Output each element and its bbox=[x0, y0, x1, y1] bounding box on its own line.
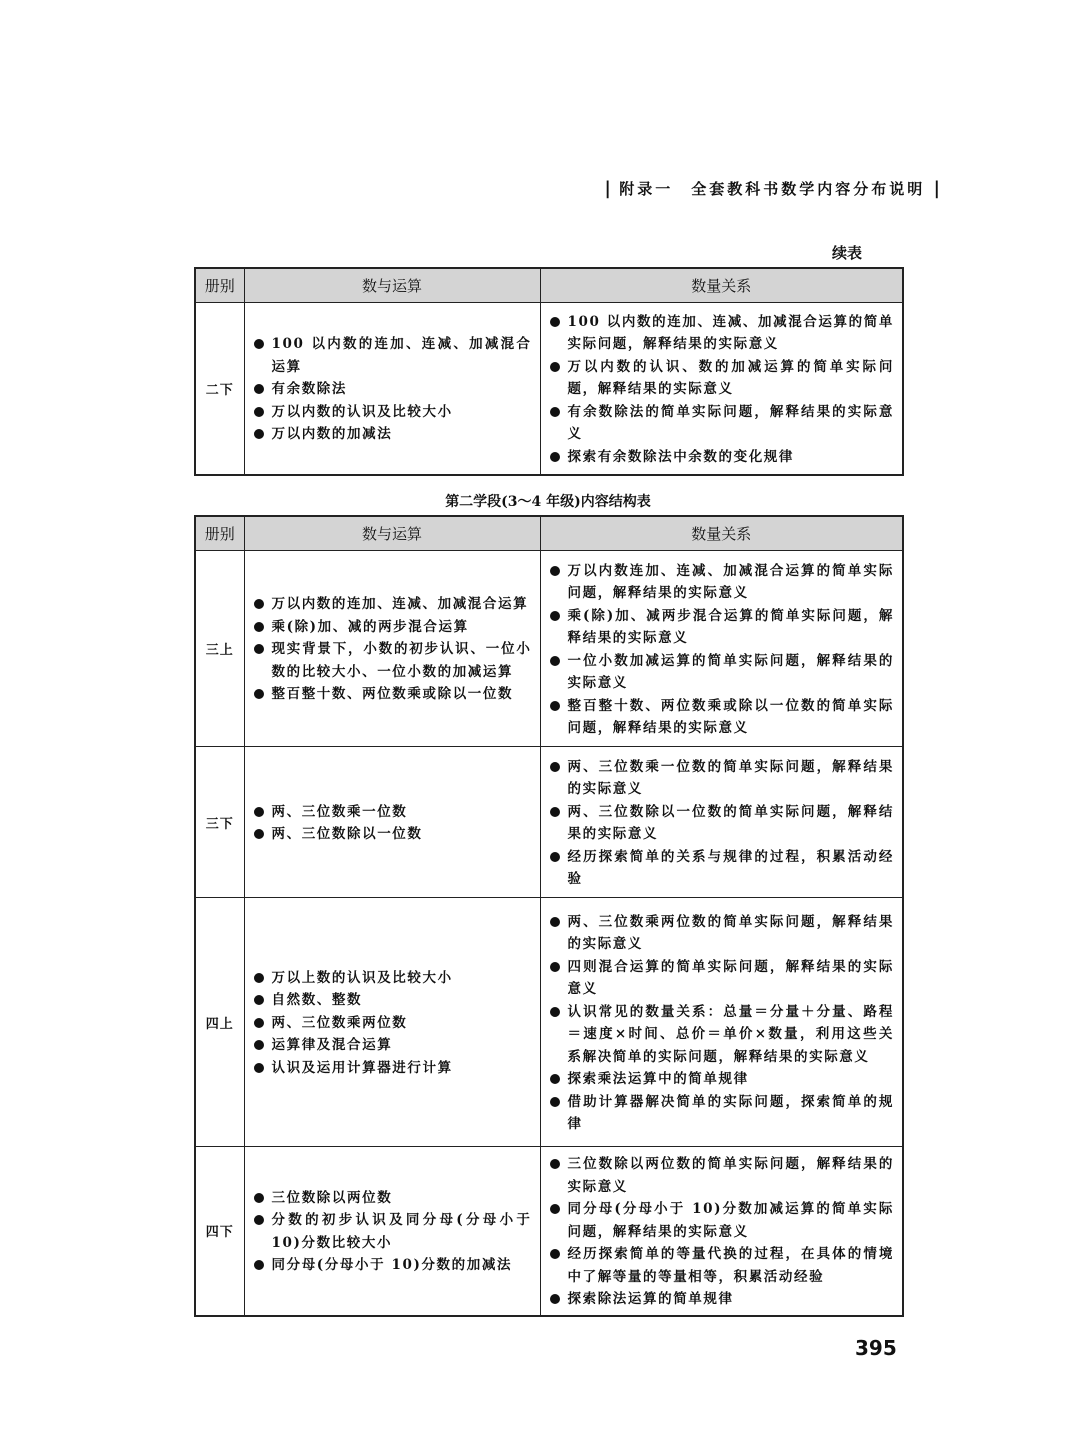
list-item: 万以内数的认识及比较大小 bbox=[253, 401, 532, 424]
list-item: 万以内数的连加、连减、加减混合运算 bbox=[253, 593, 532, 616]
table-row bbox=[195, 747, 903, 898]
page-number: 395 bbox=[855, 1336, 897, 1360]
list-item: 三位数除以两位数 bbox=[253, 1187, 532, 1210]
relations-cell bbox=[540, 303, 903, 475]
numbers-cell bbox=[244, 1147, 540, 1316]
continued-label: 续表 bbox=[832, 244, 863, 262]
list-item: 有余数除法的简单实际问题，解释结果的实际意义 bbox=[549, 401, 895, 446]
list-item: 两、三位数乘一位数 bbox=[253, 801, 532, 824]
list-item: 乘(除)加、减的两步混合运算 bbox=[253, 616, 532, 639]
list-item: 100 以内数的连加、连减、加减混合运算 bbox=[253, 333, 532, 378]
list-item: 探索有余数除法中余数的变化规律 bbox=[549, 446, 895, 469]
content-table-stage-two bbox=[194, 515, 904, 1317]
term-cell: 三上 bbox=[195, 551, 244, 747]
table-row bbox=[195, 303, 903, 475]
list-item: 万以内数的认识、数的加减运算的简单实际问题，解释结果的实际意义 bbox=[549, 356, 895, 401]
list-item: 探索乘法运算中的简单规律 bbox=[549, 1068, 895, 1091]
relations-cell bbox=[540, 898, 903, 1147]
table-row bbox=[195, 1147, 903, 1316]
header-bar-left: | bbox=[604, 178, 611, 199]
column-header-relations: 数量关系 bbox=[540, 268, 903, 303]
list-item: 100 以内数的连加、连减、加减混合运算的简单实际问题，解释结果的实际意义 bbox=[549, 311, 895, 356]
table-row bbox=[195, 898, 903, 1147]
list-item: 同分母(分母小于 10)分数的加减法 bbox=[253, 1254, 532, 1277]
list-item: 经历探索简单的关系与规律的过程，积累活动经验 bbox=[549, 846, 895, 891]
column-header-numbers: 数与运算 bbox=[244, 516, 540, 551]
list-item: 运算律及混合运算 bbox=[253, 1034, 532, 1057]
list-item: 借助计算器解决简单的实际问题，探索简单的规律 bbox=[549, 1091, 895, 1136]
list-item: 一位小数加减运算的简单实际问题，解释结果的实际意义 bbox=[549, 650, 895, 695]
list-item: 万以上数的认识及比较大小 bbox=[253, 967, 532, 990]
column-header-term: 册别 bbox=[195, 516, 244, 551]
list-item: 四则混合运算的简单实际问题，解释结果的实际意义 bbox=[549, 956, 895, 1001]
table-header-row bbox=[195, 268, 903, 303]
relations-cell bbox=[540, 1147, 903, 1316]
list-item: 万以内数的加减法 bbox=[253, 423, 532, 446]
list-item: 整百整十数、两位数乘或除以一位数 bbox=[253, 683, 532, 706]
column-header-numbers: 数与运算 bbox=[244, 268, 540, 303]
list-item: 两、三位数乘两位数的简单实际问题，解释结果的实际意义 bbox=[549, 911, 895, 956]
list-item: 认识常见的数量关系：总量＝分量＋分量、路程＝速度×时间、总价＝单价×数量，利用这些关系解决简单的实际问题，解释结果的实际意义 bbox=[549, 1001, 895, 1069]
content-table-continued bbox=[194, 267, 904, 476]
numbers-cell bbox=[244, 747, 540, 898]
list-item: 现实背景下，小数的初步认识、一位小数的比较大小、一位小数的加减运算 bbox=[253, 638, 532, 683]
list-item: 两、三位数除以一位数 bbox=[253, 823, 532, 846]
list-item: 万以内数连加、连减、加减混合运算的简单实际问题，解释结果的实际意义 bbox=[549, 560, 895, 605]
term-cell: 三下 bbox=[195, 747, 244, 898]
list-item: 探索除法运算的简单规律 bbox=[549, 1288, 895, 1311]
term-cell: 四上 bbox=[195, 898, 244, 1147]
numbers-cell bbox=[244, 303, 540, 475]
column-header-relations: 数量关系 bbox=[540, 516, 903, 551]
list-item: 有余数除法 bbox=[253, 378, 532, 401]
list-item: 两、三位数除以一位数的简单实际问题，解释结果的实际意义 bbox=[549, 801, 895, 846]
table-header-row bbox=[195, 516, 903, 551]
list-item: 认识及运用计算器进行计算 bbox=[253, 1057, 532, 1080]
relations-cell bbox=[540, 551, 903, 747]
term-cell: 四下 bbox=[195, 1147, 244, 1316]
list-item: 乘(除)加、减两步混合运算的简单实际问题，解释结果的实际意义 bbox=[549, 605, 895, 650]
section-title: 第二学段(3～4 年级)内容结构表 bbox=[445, 494, 651, 510]
relations-cell bbox=[540, 747, 903, 898]
list-item: 两、三位数乘一位数的简单实际问题，解释结果的实际意义 bbox=[549, 756, 895, 801]
running-header bbox=[604, 178, 940, 199]
list-item: 三位数除以两位数的简单实际问题，解释结果的实际意义 bbox=[549, 1153, 895, 1198]
term-cell: 二下 bbox=[195, 303, 244, 475]
list-item: 分数的初步认识及同分母(分母小于 10)分数比较大小 bbox=[253, 1209, 532, 1254]
list-item: 同分母(分母小于 10)分数加减运算的简单实际问题，解释结果的实际意义 bbox=[549, 1198, 895, 1243]
numbers-cell bbox=[244, 898, 540, 1147]
list-item: 两、三位数乘两位数 bbox=[253, 1012, 532, 1035]
list-item: 经历探索简单的等量代换的过程，在具体的情境中了解等量的等量相等，积累活动经验 bbox=[549, 1243, 895, 1288]
header-bar-right: | bbox=[933, 178, 940, 199]
list-item: 整百整十数、两位数乘或除以一位数的简单实际问题，解释结果的实际意义 bbox=[549, 695, 895, 740]
list-item: 自然数、整数 bbox=[253, 989, 532, 1012]
column-header-term: 册别 bbox=[195, 268, 244, 303]
numbers-cell bbox=[244, 551, 540, 747]
table-row bbox=[195, 551, 903, 747]
header-text: 附录一 全套教科书数学内容分布说明 bbox=[619, 180, 926, 198]
